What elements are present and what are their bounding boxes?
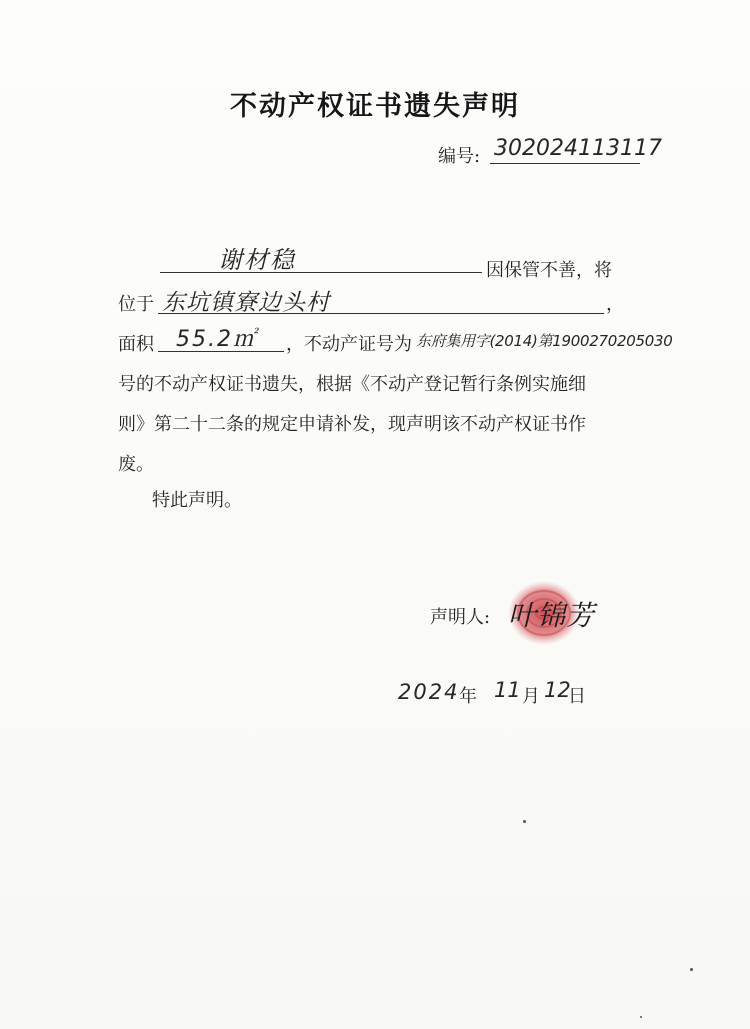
line1-tail: 因保管不善，将	[486, 260, 612, 281]
scan-speck	[523, 820, 526, 823]
closing-statement: 特此声明。	[152, 490, 242, 511]
body-line-5: 则》第二十二条的规定申请补发，现声明该不动产权证书作	[118, 414, 586, 435]
location-tail: ，	[606, 294, 624, 315]
scan-speck	[690, 968, 693, 971]
area-label: 面积	[118, 334, 154, 355]
date-day-label: 日	[568, 686, 586, 707]
date-month: 11	[494, 678, 521, 702]
document-title: 不动产权证书遗失声明	[230, 91, 520, 122]
serial-value: 302024113117	[494, 136, 662, 161]
serial-label: 编号:	[438, 146, 481, 167]
declarant-signature: 叶锦芳	[508, 599, 596, 632]
date-day: 12	[544, 678, 571, 702]
area-underline	[158, 351, 284, 352]
body-line-4: 号的不动产权证书遗失，根据《不动产登记暂行条例实施细	[118, 374, 586, 395]
name-value: 谢材稳	[218, 246, 296, 274]
name-underline	[160, 272, 482, 273]
declarant-label: 声明人:	[430, 607, 491, 628]
body-line-6: 废。	[118, 454, 154, 475]
date-year-label: 年	[459, 686, 477, 707]
certno-label: ，不动产证号为	[286, 334, 412, 355]
area-value: 55.2㎡	[176, 327, 257, 352]
location-label: 位于	[118, 294, 154, 315]
date-month-label: 月	[522, 686, 540, 707]
location-underline	[158, 313, 604, 314]
date-year: 2024	[398, 680, 460, 704]
location-value: 东坑镇寮边头村	[162, 290, 330, 316]
scan-speck	[640, 1016, 642, 1018]
serial-underline	[490, 163, 640, 164]
certno-value: 东府集用字(2014)第1900270205030	[416, 332, 673, 350]
